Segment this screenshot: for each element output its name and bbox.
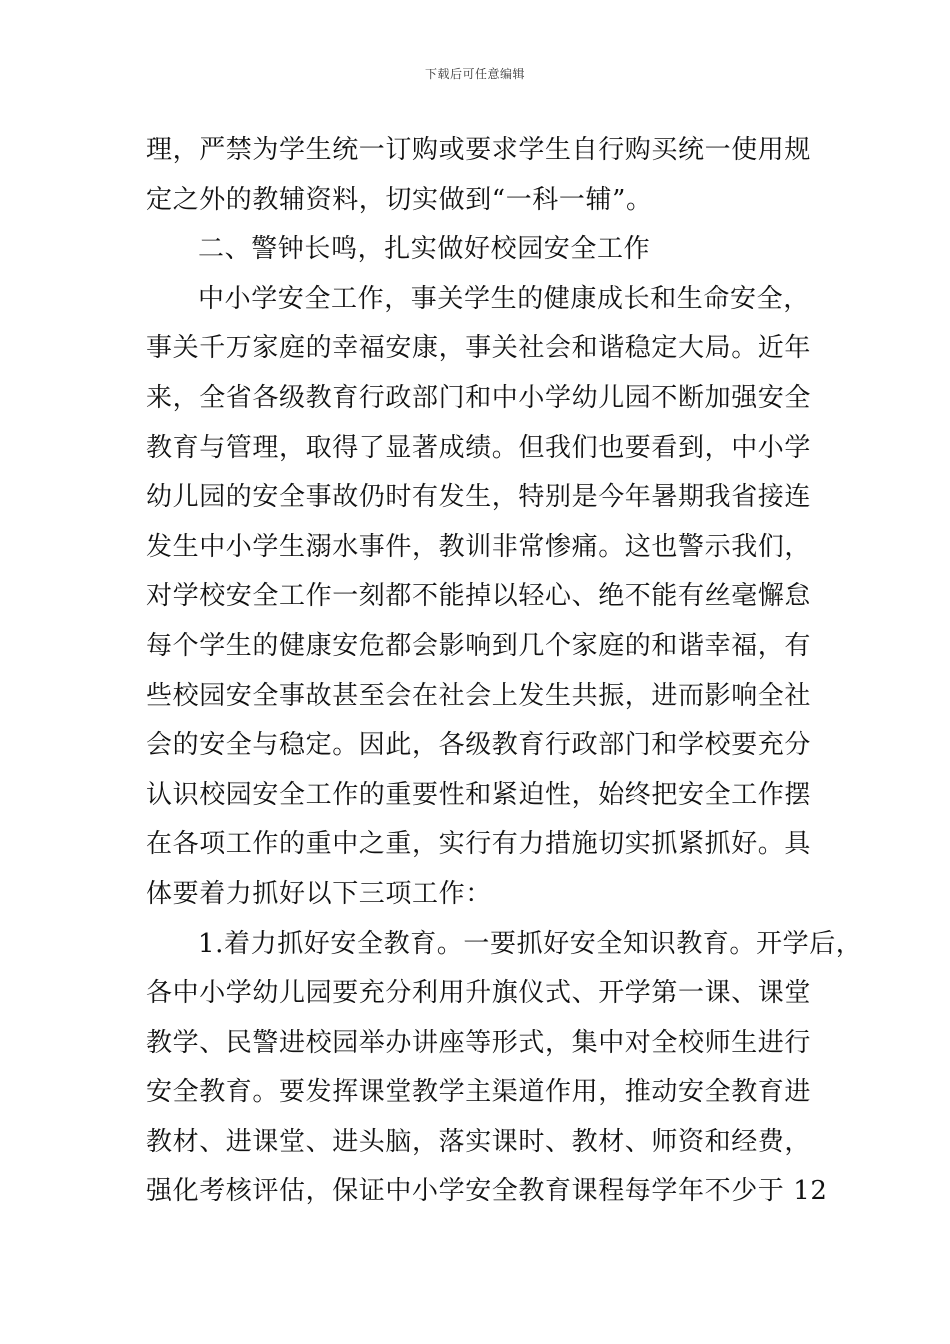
text-line: 事关千万家庭的幸福安康，事关社会和谐稳定大局。近年: [146, 333, 812, 364]
text-line: 定之外的教辅资料，切实做到“一科一辅”。: [146, 184, 653, 215]
document-body: [146, 126, 863, 1217]
text-line: 在各项工作的重中之重，实行有力措施切实抓紧抓好。具: [146, 829, 812, 860]
text-line: 教育与管理，取得了显著成绩。但我们也要看到，中小学: [146, 432, 812, 463]
text-line: 强化考核评估，保证中小学安全教育课程每学年不少于 12: [146, 1176, 828, 1207]
text-line: 理，严禁为学生统一订购或要求学生自行购买统一使用规: [146, 135, 812, 165]
text-line: 中小学安全工作，事关学生的健康成长和生命安全，: [198, 283, 810, 314]
text-line: 安全教育。要发挥课堂教学主渠道作用，推动安全教育进: [146, 1077, 812, 1108]
text-line: 每个学生的健康安危都会影响到几个家庭的和谐幸福，有: [146, 630, 812, 661]
text-line: 认识校园安全工作的重要性和紧迫性，始终把安全工作摆: [146, 779, 812, 810]
text-line: 教学、民警进校园举办讲座等形式，集中对全校师生进行: [146, 1027, 812, 1058]
text-line: 幼儿园的安全事故仍时有发生，特别是今年暑期我省接连: [146, 482, 812, 513]
text-line: 教材、进课堂、进头脑，落实课时、教材、师资和经费，: [146, 1126, 812, 1157]
text-line: 发生中小学生溺水事件，教训非常惨痛。这也警示我们，: [146, 531, 812, 562]
text-line: 1.着力抓好安全教育。一要抓好安全知识教育。开学后，: [198, 928, 863, 959]
page-header-note: 下载后可任意编辑: [424, 67, 525, 81]
text-line: 对学校安全工作一刻都不能掉以轻心、绝不能有丝毫懈怠: [146, 581, 812, 612]
text-line: 来，全省各级教育行政部门和中小学幼儿园不断加强安全: [146, 382, 812, 413]
section-heading: 二、警钟长鸣，扎实做好校园安全工作: [198, 234, 651, 265]
text-line: 各中小学幼儿园要充分利用升旗仪式、开学第一课、课堂: [146, 978, 812, 1009]
text-line: 会的安全与稳定。因此，各级教育行政部门和学校要充分: [146, 730, 812, 761]
text-line: 体要着力抓好以下三项工作：: [146, 878, 492, 909]
text-line: 些校园安全事故甚至会在社会上发生共振，进而影响全社: [146, 680, 812, 711]
